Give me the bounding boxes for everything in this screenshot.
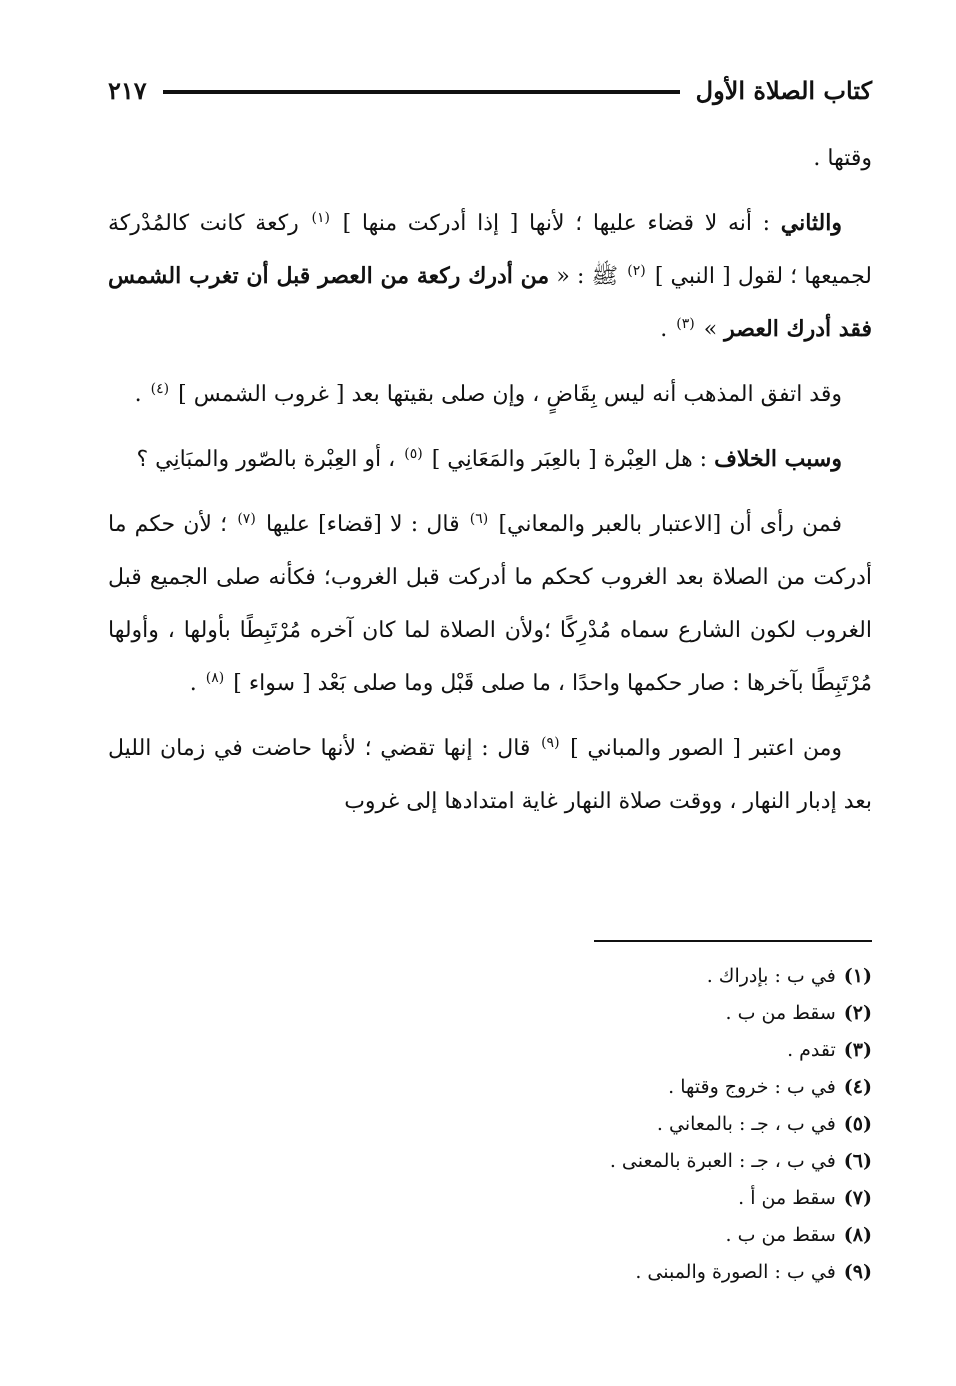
text-run: قال : إنها تقضي ؛ لأنها حاضت في زمان الليل بعد إدبار النهار ، ووقت صلاة النهار غاية امتدادها إلى غروب [108, 736, 872, 814]
footnote-text: سقط من ب . [725, 1002, 836, 1024]
footnote-number: (١) [843, 965, 872, 987]
footnote-text: سقط من أ . [738, 1187, 836, 1209]
text-run: وقتها . [813, 146, 872, 171]
bold-text: والثاني [780, 210, 842, 236]
text-run: ، أو العِبْرة بالصّور والمبَانِي ؟ [136, 447, 403, 472]
chapter-title: كتاب الصلاة الأول [695, 75, 872, 105]
footnote-item [108, 1143, 872, 1180]
bold-text: وسبب الخلاف [714, 446, 842, 472]
footnote-separator [594, 940, 872, 942]
paragraph [108, 722, 872, 828]
main-text [108, 132, 872, 840]
text-run: . [660, 317, 675, 342]
footnote-item [108, 1069, 872, 1106]
footnote-text: في ب ، جـ : بالمعاني . [656, 1113, 836, 1135]
text-run: : أنه لا قضاء عليها ؛ لأنها [ إذا أدركت منها ] [331, 211, 781, 236]
text-run: ومن اعتبر [ الصور والمباني ] [561, 736, 843, 761]
text-run: ﷺ : « [549, 264, 626, 289]
running-header [108, 70, 872, 110]
paragraph [108, 368, 872, 421]
footnote-number: (٥) [843, 1113, 872, 1135]
footnote-marker: (٤) [150, 380, 170, 397]
footnote-text: في ب : الصورة والمبنى . [635, 1261, 836, 1283]
footnote-marker: (٩) [541, 734, 560, 751]
footnote-marker: (٦) [469, 510, 489, 527]
text-run: . [134, 382, 149, 407]
footnote-number: (٦) [843, 1150, 872, 1172]
footnote-number: (٨) [843, 1224, 872, 1246]
paragraph [108, 433, 872, 486]
bold-text: من أدرك ركعة من العصر قبل أن تغرب الشمس فقد أدرك العصر [108, 263, 872, 342]
footnote-marker: (١) [311, 209, 330, 226]
text-run: . [189, 671, 204, 696]
footnote-text: تقدم . [787, 1039, 836, 1061]
footnote-number: (٢) [843, 1002, 872, 1024]
page-number: ٢١٧ [108, 75, 147, 105]
footnote-item [108, 1180, 872, 1217]
footnote-marker: (٢) [627, 262, 646, 279]
paragraph [108, 132, 872, 185]
footnote-marker: (٨) [205, 669, 225, 686]
footnote-number: (٩) [843, 1261, 872, 1283]
footnote-marker: (٧) [237, 510, 256, 527]
footnote-text: سقط من ب . [725, 1224, 836, 1246]
footnote-number: (٤) [843, 1076, 872, 1098]
footnote-text: في ب : بإدراك . [706, 965, 836, 987]
footnotes [108, 958, 872, 1291]
footnote-text: في ب : خروج وقتها . [668, 1076, 836, 1098]
text-run: قال : لا [قضاء] عليها [257, 512, 468, 537]
paragraph [108, 197, 872, 356]
text-run: وقد اتفق المذهب أنه ليس بِقَاضٍ ، وإن صلى بقيتها بعد [ غروب الشمس ] [171, 382, 842, 407]
footnote-number: (٧) [843, 1187, 872, 1209]
footnote-marker: (٥) [404, 445, 423, 462]
text-run: ركعة كانت كالمُدْركة لجميعها ؛ لقول [ النبي ] [108, 211, 873, 289]
text-run: ؛ لأن حكم ما أدركت من الصلاة بعد الغروب كحكم ما أدركت قبل الغروب؛ فكأنه صلى الجميع قبل الغروب لكون الشارع سماه مُدْرِكًا ؛ولأن الصلاة لما كان آخره مُرْتَبِطًا بأولها ، وأولها مُرْتَبِطًا بآخرها : صار حكمها واحدًا ، ما صلى قَبْل وما صلى بَعْد [ سواء ] [108, 512, 872, 696]
header-rule [163, 90, 680, 94]
text-run: » [696, 317, 725, 342]
footnote-number: (٣) [843, 1039, 872, 1061]
footnote-marker: (٣) [676, 315, 695, 332]
text-run: : هل العِبْرة [ بالعِبَر والمَعَانِي ] [424, 447, 715, 472]
footnote-item [108, 995, 872, 1032]
text-run: فمن رأى أن [الاعتبار بالعبر والمعاني] [490, 512, 843, 537]
footnote-item [108, 958, 872, 995]
footnote-item [108, 1254, 872, 1291]
footnote-item [108, 1032, 872, 1069]
footnote-item [108, 1217, 872, 1254]
footnote-text: في ب ، جـ : العبرة بالمعنى . [609, 1150, 836, 1172]
footnote-item [108, 1106, 872, 1143]
paragraph [108, 498, 872, 710]
